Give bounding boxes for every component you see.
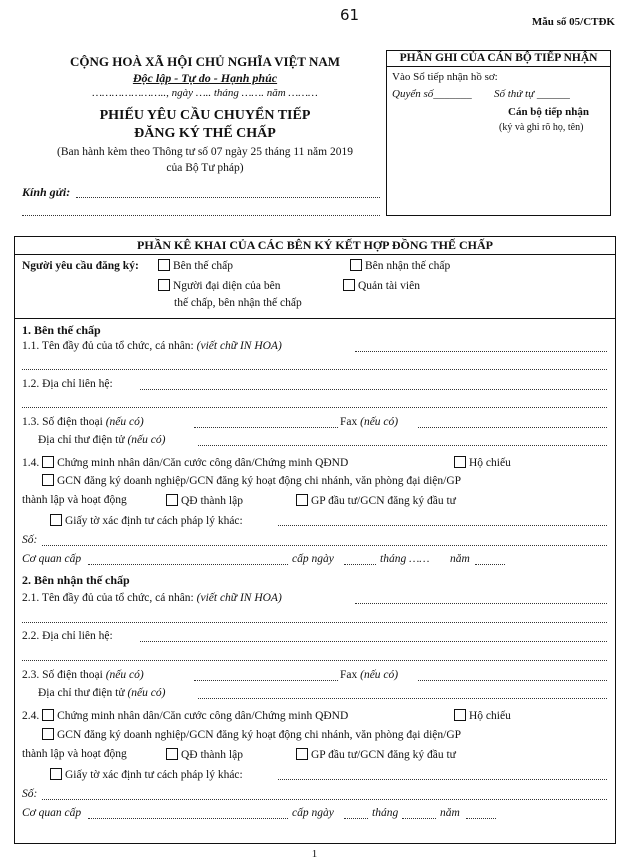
motto: Độc lập - Tự do - Hạnh phúc xyxy=(132,71,278,85)
party2-name-line-1[interactable] xyxy=(355,603,607,604)
checkbox-cmnd[interactable] xyxy=(42,456,54,468)
checkbox[interactable] xyxy=(343,279,355,291)
checkbox-qd[interactable] xyxy=(166,494,178,506)
party2-email-label: Địa chỉ thư điện tử (nếu có) xyxy=(38,687,166,699)
officer-label: Cán bộ tiếp nhận xyxy=(508,106,590,118)
checkbox-qd[interactable] xyxy=(166,748,178,760)
section-title-divider xyxy=(14,254,616,255)
party2-email-line[interactable] xyxy=(198,698,607,699)
party2-name-label: 2.1. Tên đầy đủ của tổ chức, cá nhân: (viết chữ IN HOA) xyxy=(22,592,282,604)
party1-issuer-label: Cơ quan cấp xyxy=(22,553,82,565)
opt-ben-nhan-the-chap[interactable]: Bên nhận thế chấp xyxy=(350,259,450,272)
opt-quan-tai-vien[interactable]: Quản tài viên xyxy=(343,279,420,292)
party1-so-line[interactable] xyxy=(42,545,607,546)
issued-note-1: (Ban hành kèm theo Thông tư số 07 ngày 25 tháng 11 năm 2019 xyxy=(57,146,353,158)
form-code: Mẫu số 05/CTĐK xyxy=(531,16,615,28)
party1-address-label: 1.2. Địa chỉ liên hệ: xyxy=(22,378,113,390)
party2-issue-day: cấp ngày xyxy=(292,807,334,819)
checkbox-gcn[interactable] xyxy=(42,728,54,740)
party2-id-row-1: 2.4. Chứng minh nhân dân/Căn cước công dân/Chứng minh QĐND xyxy=(22,710,349,722)
form-title-2: ĐĂNG KÝ THẾ CHẤP xyxy=(134,126,276,141)
page-mark: 61 xyxy=(340,6,360,24)
kinh-gui-label: Kính gửi: xyxy=(22,185,71,199)
party2-other-line[interactable] xyxy=(278,779,607,780)
party1-fax-line[interactable] xyxy=(418,427,607,428)
party2-address-label: 2.2. Địa chỉ liên hệ: xyxy=(22,630,113,642)
party2-passport-option: Hộ chiếu xyxy=(454,709,511,722)
opt-nguoi-dai-dien[interactable]: Người đại diện của bên xyxy=(158,279,280,292)
party2-fax-label: Fax (nếu có) xyxy=(340,669,399,681)
party1-issue-year: năm xyxy=(450,553,470,565)
opt-ben-the-chap[interactable]: Bên thế chấp xyxy=(158,259,233,272)
party1-day-line[interactable] xyxy=(344,564,376,565)
party1-other-option: Giấy tờ xác định tư cách pháp lý khác: xyxy=(50,514,243,527)
quyen-so-field[interactable]: Quyển số_______ xyxy=(392,88,472,100)
party1-phone-label: 1.3. Số điện thoại (nếu có) xyxy=(22,416,144,428)
checkbox-other[interactable] xyxy=(50,514,62,526)
officer-note: (ký và ghi rõ họ, tên) xyxy=(499,122,584,133)
party1-name-line-2[interactable] xyxy=(22,369,607,370)
checkbox-gp[interactable] xyxy=(296,748,308,760)
party2-gp-option: GP đầu tư/GCN đăng ký đầu tư xyxy=(296,748,456,761)
party1-year-line[interactable] xyxy=(475,564,505,565)
party2-phone-label: 2.3. Số điện thoại (nếu có) xyxy=(22,669,144,681)
receiver-box-divider xyxy=(386,66,611,67)
party1-id-row-3: thành lập và hoạt động xyxy=(22,494,127,506)
date-line: ………………….., ngày ….. tháng ……. năm ……… xyxy=(92,87,318,99)
party1-address-line-1[interactable] xyxy=(140,389,607,390)
party2-address-line-2[interactable] xyxy=(22,660,607,661)
party2-month-line[interactable] xyxy=(402,818,436,819)
party2-so-line[interactable] xyxy=(42,799,607,800)
party2-gcn-option: GCN đăng ký doanh nghiệp/GCN đăng ký hoạt động chi nhánh, văn phòng đại diện/GP xyxy=(42,728,461,741)
checkbox[interactable] xyxy=(350,259,362,271)
party1-issuer-line[interactable] xyxy=(88,564,288,565)
country-name: CỘNG HOÀ XÃ HỘI CHỦ NGHĨA VIỆT NAM xyxy=(69,54,341,69)
party2-issue-month: tháng xyxy=(372,807,399,819)
party2-phone-line[interactable] xyxy=(194,680,338,681)
party1-name-line-1[interactable] xyxy=(355,351,607,352)
party1-passport-option: Hộ chiếu xyxy=(454,456,511,469)
party2-so-label: Số: xyxy=(22,788,38,800)
party1-gcn-option: GCN đăng ký doanh nghiệp/GCN đăng ký hoạt động chi nhánh, văn phòng đại diện/GP xyxy=(42,474,461,487)
party1-qd-option: QĐ thành lập xyxy=(166,494,243,507)
party2-other-option: Giấy tờ xác định tư cách pháp lý khác: xyxy=(50,768,243,781)
party2-issuer-line[interactable] xyxy=(88,818,288,819)
party2-day-line[interactable] xyxy=(344,818,368,819)
checkbox-cmnd[interactable] xyxy=(42,709,54,721)
party2-id-row-3: thành lập và hoạt động xyxy=(22,748,127,760)
party2-issuer-label: Cơ quan cấp xyxy=(22,807,82,819)
form-title-1: PHIẾU YÊU CẦU CHUYỂN TIẾP xyxy=(99,108,311,123)
checkbox-other[interactable] xyxy=(50,768,62,780)
party1-issue-month: tháng …… xyxy=(380,553,430,565)
party1-id-row-1: 1.4. Chứng minh nhân dân/Căn cước công dân/Chứng minh QĐND xyxy=(22,457,349,469)
party1-phone-line[interactable] xyxy=(194,427,338,428)
requester-label: Người yêu cầu đăng ký: xyxy=(22,260,139,272)
checkbox-passport[interactable] xyxy=(454,456,466,468)
party1-other-line[interactable] xyxy=(278,525,607,526)
issued-note-2: của Bộ Tư pháp) xyxy=(166,162,244,174)
page-number: 1 xyxy=(311,848,318,860)
party2-heading: 2. Bên nhận thế chấp xyxy=(22,573,130,587)
party2-fax-line[interactable] xyxy=(418,680,607,681)
kinh-gui-line-2[interactable] xyxy=(22,215,380,216)
party1-email-line[interactable] xyxy=(198,445,607,446)
section-title: PHẦN KÊ KHAI CỦA CÁC BÊN KÝ KẾT HỢP ĐỒNG THẾ CHẤP xyxy=(137,238,493,252)
opt-nguoi-dai-dien-cont: thế chấp, bên nhận thế chấp xyxy=(174,297,302,309)
party1-so-label: Số: xyxy=(22,534,38,546)
so-thu-tu-field[interactable]: Số thứ tự ______ xyxy=(494,88,570,100)
receiver-box-title: PHẦN GHI CỦA CÁN BỘ TIẾP NHẬN xyxy=(399,52,598,64)
party1-name-label: 1.1. Tên đầy đủ của tổ chức, cá nhân: (viết chữ IN HOA) xyxy=(22,340,282,352)
party1-address-line-2[interactable] xyxy=(22,407,607,408)
party1-heading: 1. Bên thế chấp xyxy=(22,323,101,337)
party1-email-label: Địa chỉ thư điện tử (nếu có) xyxy=(38,434,166,446)
party2-address-line-1[interactable] xyxy=(140,641,607,642)
party2-year-line[interactable] xyxy=(466,818,496,819)
checkbox-gp[interactable] xyxy=(296,494,308,506)
party2-name-line-2[interactable] xyxy=(22,622,607,623)
receiver-entry: Vào Sổ tiếp nhận hồ sơ: xyxy=(392,71,498,83)
party2-issue-year: năm xyxy=(440,807,460,819)
requester-divider xyxy=(14,318,616,319)
kinh-gui-line-1[interactable] xyxy=(76,197,380,198)
party2-qd-option: QĐ thành lập xyxy=(166,748,243,761)
checkbox[interactable] xyxy=(158,259,170,271)
checkbox-gcn[interactable] xyxy=(42,474,54,486)
checkbox-passport[interactable] xyxy=(454,709,466,721)
party1-gp-option: GP đầu tư/GCN đăng ký đầu tư xyxy=(296,494,456,507)
party1-fax-label: Fax (nếu có) xyxy=(340,416,399,428)
party1-issue-day: cấp ngày xyxy=(292,553,334,565)
checkbox[interactable] xyxy=(158,279,170,291)
